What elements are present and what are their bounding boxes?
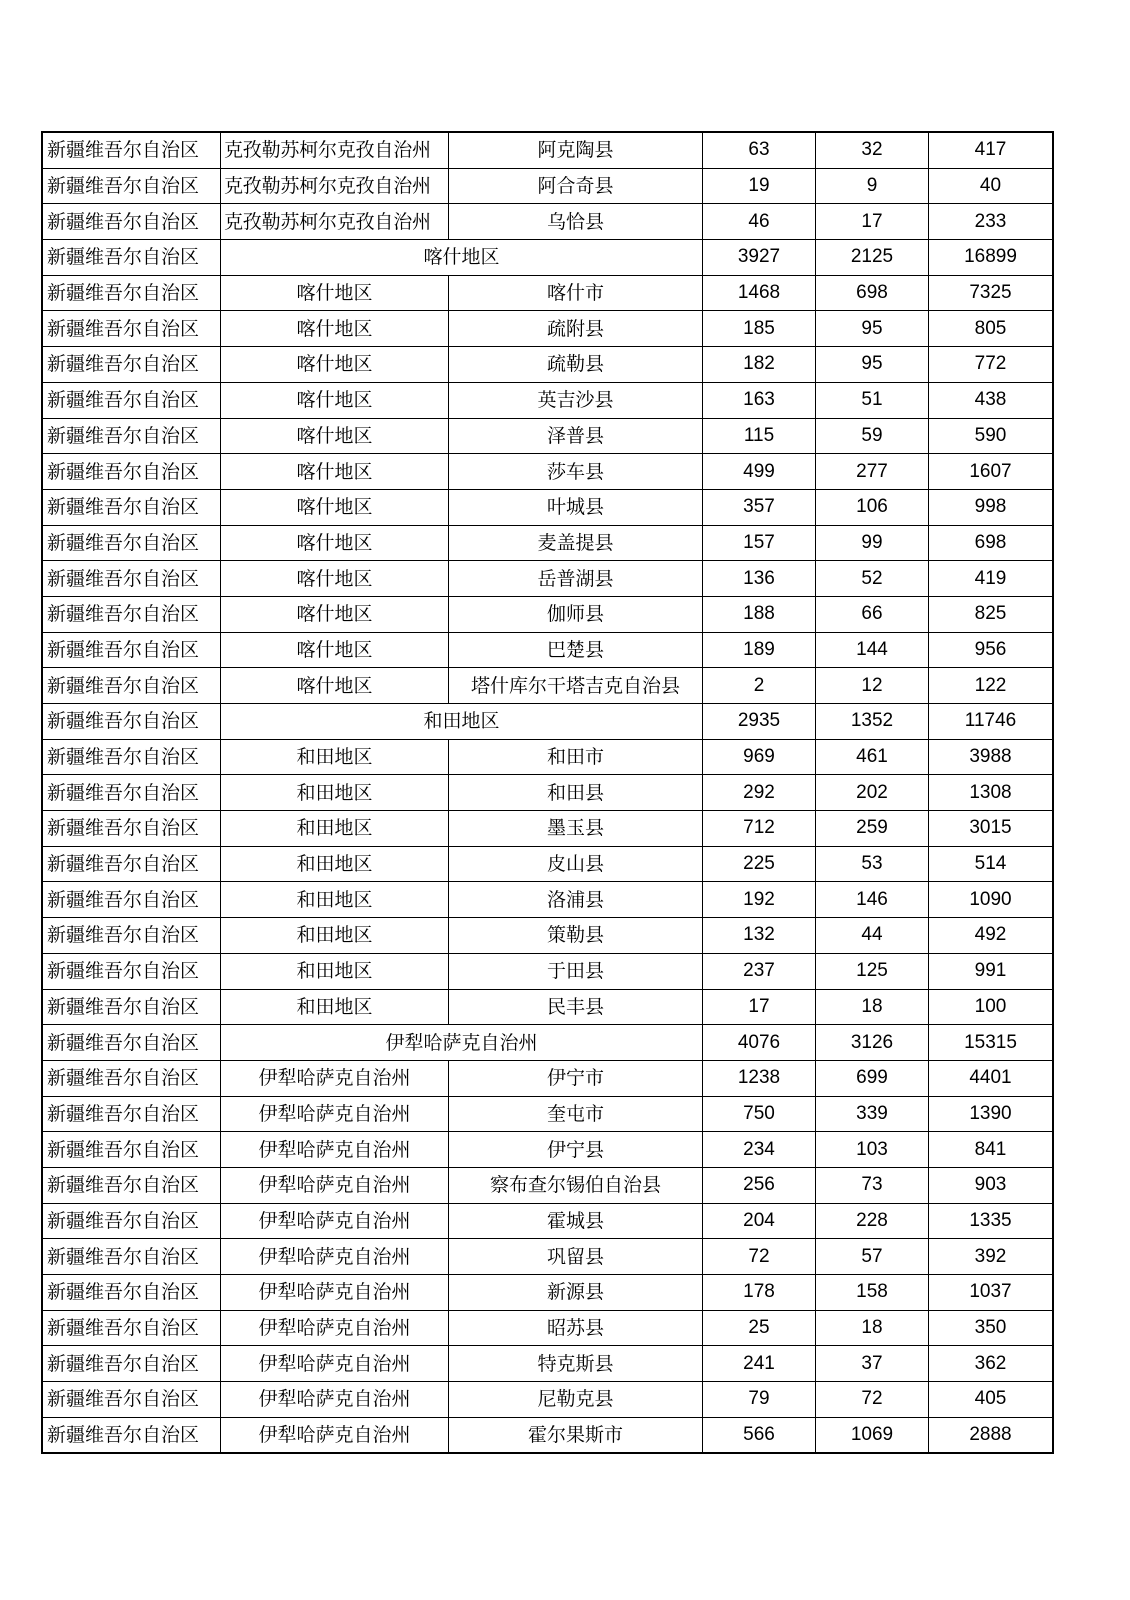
- value-1-cell: 17: [703, 989, 816, 1025]
- county-cell: 伊宁市: [449, 1060, 703, 1096]
- value-1-cell: 750: [703, 1096, 816, 1132]
- value-1-cell: 4076: [703, 1025, 816, 1061]
- value-2-cell: 3126: [816, 1025, 929, 1061]
- county-cell: 特克斯县: [449, 1346, 703, 1382]
- county-cell: 墨玉县: [449, 811, 703, 847]
- table-row-subtotal: [42, 240, 1053, 276]
- value-3-cell: 3015: [929, 811, 1054, 847]
- table-row-subtotal: [42, 704, 1053, 740]
- table-row: [42, 382, 1053, 418]
- province-cell: 新疆维吾尔自治区: [42, 1025, 221, 1061]
- value-3-cell: 16899: [929, 240, 1054, 276]
- region-subtotal-cell: 和田地区: [221, 704, 703, 740]
- province-cell: 新疆维吾尔自治区: [42, 775, 221, 811]
- value-3-cell: 841: [929, 1132, 1054, 1168]
- table-row: [42, 418, 1053, 454]
- value-2-cell: 1069: [816, 1417, 929, 1453]
- value-1-cell: 185: [703, 311, 816, 347]
- value-2-cell: 202: [816, 775, 929, 811]
- value-2-cell: 461: [816, 739, 929, 775]
- prefecture-cell: 和田地区: [221, 775, 449, 811]
- value-2-cell: 158: [816, 1275, 929, 1311]
- province-cell: 新疆维吾尔自治区: [42, 1346, 221, 1382]
- value-2-cell: 18: [816, 989, 929, 1025]
- prefecture-cell: 克孜勒苏柯尔克孜自治州: [221, 132, 449, 168]
- value-1-cell: 256: [703, 1167, 816, 1203]
- prefecture-cell: 喀什地区: [221, 489, 449, 525]
- prefecture-cell: 喀什地区: [221, 347, 449, 383]
- value-2-cell: 144: [816, 632, 929, 668]
- county-cell: 伽师县: [449, 596, 703, 632]
- value-3-cell: 492: [929, 918, 1054, 954]
- prefecture-cell: 和田地区: [221, 739, 449, 775]
- province-cell: 新疆维吾尔自治区: [42, 953, 221, 989]
- prefecture-cell: 和田地区: [221, 846, 449, 882]
- value-2-cell: 51: [816, 382, 929, 418]
- prefecture-cell: 和田地区: [221, 811, 449, 847]
- prefecture-cell: 喀什地区: [221, 525, 449, 561]
- value-2-cell: 72: [816, 1382, 929, 1418]
- value-3-cell: 1335: [929, 1203, 1054, 1239]
- table-row: [42, 1417, 1053, 1453]
- table-row: [42, 1167, 1053, 1203]
- county-cell: 阿合奇县: [449, 168, 703, 204]
- value-3-cell: 7325: [929, 275, 1054, 311]
- value-1-cell: 234: [703, 1132, 816, 1168]
- county-cell: 霍城县: [449, 1203, 703, 1239]
- province-cell: 新疆维吾尔自治区: [42, 1382, 221, 1418]
- prefecture-cell: 伊犁哈萨克自治州: [221, 1346, 449, 1382]
- table-row: [42, 168, 1053, 204]
- prefecture-cell: 伊犁哈萨克自治州: [221, 1096, 449, 1132]
- province-cell: 新疆维吾尔自治区: [42, 489, 221, 525]
- table-row: [42, 1239, 1053, 1275]
- county-cell: 塔什库尔干塔吉克自治县: [449, 668, 703, 704]
- value-1-cell: 712: [703, 811, 816, 847]
- county-cell: 霍尔果斯市: [449, 1417, 703, 1453]
- value-1-cell: 225: [703, 846, 816, 882]
- value-2-cell: 53: [816, 846, 929, 882]
- table-row: [42, 668, 1053, 704]
- region-subtotal-cell: 喀什地区: [221, 240, 703, 276]
- province-cell: 新疆维吾尔自治区: [42, 311, 221, 347]
- table-row: [42, 132, 1053, 168]
- province-cell: 新疆维吾尔自治区: [42, 525, 221, 561]
- province-cell: 新疆维吾尔自治区: [42, 454, 221, 490]
- data-table: [41, 131, 1054, 1454]
- table-row: [42, 596, 1053, 632]
- value-2-cell: 17: [816, 204, 929, 240]
- county-cell: 于田县: [449, 953, 703, 989]
- province-cell: 新疆维吾尔自治区: [42, 418, 221, 454]
- county-cell: 乌恰县: [449, 204, 703, 240]
- county-cell: 民丰县: [449, 989, 703, 1025]
- value-1-cell: 969: [703, 739, 816, 775]
- value-3-cell: 392: [929, 1239, 1054, 1275]
- county-cell: 岳普湖县: [449, 561, 703, 597]
- value-3-cell: 233: [929, 204, 1054, 240]
- value-1-cell: 157: [703, 525, 816, 561]
- county-cell: 麦盖提县: [449, 525, 703, 561]
- province-cell: 新疆维吾尔自治区: [42, 1203, 221, 1239]
- province-cell: 新疆维吾尔自治区: [42, 168, 221, 204]
- value-1-cell: 163: [703, 382, 816, 418]
- value-3-cell: 438: [929, 382, 1054, 418]
- table-row: [42, 454, 1053, 490]
- county-cell: 察布查尔锡伯自治县: [449, 1167, 703, 1203]
- province-cell: 新疆维吾尔自治区: [42, 275, 221, 311]
- value-1-cell: 189: [703, 632, 816, 668]
- table-row: [42, 489, 1053, 525]
- table-row: [42, 1060, 1053, 1096]
- province-cell: 新疆维吾尔自治区: [42, 1417, 221, 1453]
- prefecture-cell: 伊犁哈萨克自治州: [221, 1060, 449, 1096]
- table-row: [42, 1132, 1053, 1168]
- province-cell: 新疆维吾尔自治区: [42, 382, 221, 418]
- table-row: [42, 311, 1053, 347]
- value-3-cell: 1037: [929, 1275, 1054, 1311]
- table-row: [42, 918, 1053, 954]
- value-1-cell: 566: [703, 1417, 816, 1453]
- value-3-cell: 991: [929, 953, 1054, 989]
- table-row: [42, 989, 1053, 1025]
- value-2-cell: 73: [816, 1167, 929, 1203]
- value-1-cell: 115: [703, 418, 816, 454]
- value-3-cell: 903: [929, 1167, 1054, 1203]
- prefecture-cell: 喀什地区: [221, 311, 449, 347]
- province-cell: 新疆维吾尔自治区: [42, 240, 221, 276]
- value-1-cell: 182: [703, 347, 816, 383]
- value-3-cell: 1090: [929, 882, 1054, 918]
- prefecture-cell: 喀什地区: [221, 418, 449, 454]
- county-cell: 昭苏县: [449, 1310, 703, 1346]
- prefecture-cell: 伊犁哈萨克自治州: [221, 1203, 449, 1239]
- province-cell: 新疆维吾尔自治区: [42, 1132, 221, 1168]
- county-cell: 巩留县: [449, 1239, 703, 1275]
- value-3-cell: 11746: [929, 704, 1054, 740]
- province-cell: 新疆维吾尔自治区: [42, 1275, 221, 1311]
- value-2-cell: 37: [816, 1346, 929, 1382]
- value-2-cell: 146: [816, 882, 929, 918]
- table-row: [42, 1346, 1053, 1382]
- province-cell: 新疆维吾尔自治区: [42, 1167, 221, 1203]
- table-row: [42, 347, 1053, 383]
- value-3-cell: 956: [929, 632, 1054, 668]
- value-2-cell: 339: [816, 1096, 929, 1132]
- province-cell: 新疆维吾尔自治区: [42, 811, 221, 847]
- table-row: [42, 811, 1053, 847]
- prefecture-cell: 喀什地区: [221, 632, 449, 668]
- value-3-cell: 350: [929, 1310, 1054, 1346]
- value-2-cell: 277: [816, 454, 929, 490]
- province-cell: 新疆维吾尔自治区: [42, 561, 221, 597]
- county-cell: 奎屯市: [449, 1096, 703, 1132]
- value-2-cell: 66: [816, 596, 929, 632]
- table-row: [42, 775, 1053, 811]
- value-1-cell: 1238: [703, 1060, 816, 1096]
- value-3-cell: 419: [929, 561, 1054, 597]
- province-cell: 新疆维吾尔自治区: [42, 704, 221, 740]
- province-cell: 新疆维吾尔自治区: [42, 846, 221, 882]
- province-cell: 新疆维吾尔自治区: [42, 1096, 221, 1132]
- value-2-cell: 2125: [816, 240, 929, 276]
- prefecture-cell: 和田地区: [221, 989, 449, 1025]
- value-2-cell: 12: [816, 668, 929, 704]
- value-1-cell: 1468: [703, 275, 816, 311]
- prefecture-cell: 和田地区: [221, 882, 449, 918]
- value-2-cell: 32: [816, 132, 929, 168]
- prefecture-cell: 伊犁哈萨克自治州: [221, 1275, 449, 1311]
- prefecture-cell: 伊犁哈萨克自治州: [221, 1167, 449, 1203]
- value-3-cell: 805: [929, 311, 1054, 347]
- county-cell: 疏勒县: [449, 347, 703, 383]
- prefecture-cell: 克孜勒苏柯尔克孜自治州: [221, 204, 449, 240]
- value-3-cell: 4401: [929, 1060, 1054, 1096]
- value-1-cell: 46: [703, 204, 816, 240]
- county-cell: 叶城县: [449, 489, 703, 525]
- county-cell: 疏附县: [449, 311, 703, 347]
- value-3-cell: 772: [929, 347, 1054, 383]
- value-3-cell: 3988: [929, 739, 1054, 775]
- province-cell: 新疆维吾尔自治区: [42, 668, 221, 704]
- province-cell: 新疆维吾尔自治区: [42, 918, 221, 954]
- value-1-cell: 357: [703, 489, 816, 525]
- value-3-cell: 514: [929, 846, 1054, 882]
- value-3-cell: 15315: [929, 1025, 1054, 1061]
- value-2-cell: 699: [816, 1060, 929, 1096]
- prefecture-cell: 喀什地区: [221, 382, 449, 418]
- prefecture-cell: 伊犁哈萨克自治州: [221, 1310, 449, 1346]
- county-cell: 巴楚县: [449, 632, 703, 668]
- table-row: [42, 204, 1053, 240]
- value-3-cell: 362: [929, 1346, 1054, 1382]
- table-row: [42, 525, 1053, 561]
- value-1-cell: 2: [703, 668, 816, 704]
- prefecture-cell: 和田地区: [221, 918, 449, 954]
- county-cell: 洛浦县: [449, 882, 703, 918]
- prefecture-cell: 喀什地区: [221, 275, 449, 311]
- value-3-cell: 1308: [929, 775, 1054, 811]
- county-cell: 尼勒克县: [449, 1382, 703, 1418]
- county-cell: 泽普县: [449, 418, 703, 454]
- value-2-cell: 59: [816, 418, 929, 454]
- value-1-cell: 192: [703, 882, 816, 918]
- value-2-cell: 18: [816, 1310, 929, 1346]
- value-3-cell: 1390: [929, 1096, 1054, 1132]
- prefecture-cell: 伊犁哈萨克自治州: [221, 1382, 449, 1418]
- value-1-cell: 292: [703, 775, 816, 811]
- prefecture-cell: 喀什地区: [221, 596, 449, 632]
- value-2-cell: 57: [816, 1239, 929, 1275]
- value-1-cell: 19: [703, 168, 816, 204]
- value-2-cell: 106: [816, 489, 929, 525]
- value-2-cell: 95: [816, 347, 929, 383]
- value-3-cell: 825: [929, 596, 1054, 632]
- prefecture-cell: 伊犁哈萨克自治州: [221, 1239, 449, 1275]
- region-subtotal-cell: 伊犁哈萨克自治州: [221, 1025, 703, 1061]
- prefecture-cell: 伊犁哈萨克自治州: [221, 1132, 449, 1168]
- table-row: [42, 953, 1053, 989]
- value-3-cell: 590: [929, 418, 1054, 454]
- county-cell: 喀什市: [449, 275, 703, 311]
- value-2-cell: 52: [816, 561, 929, 597]
- value-2-cell: 259: [816, 811, 929, 847]
- table-row: [42, 1310, 1053, 1346]
- province-cell: 新疆维吾尔自治区: [42, 1310, 221, 1346]
- county-cell: 阿克陶县: [449, 132, 703, 168]
- value-1-cell: 136: [703, 561, 816, 597]
- value-2-cell: 125: [816, 953, 929, 989]
- table-row: [42, 882, 1053, 918]
- table-row-subtotal: [42, 1025, 1053, 1061]
- value-2-cell: 44: [816, 918, 929, 954]
- province-cell: 新疆维吾尔自治区: [42, 739, 221, 775]
- value-1-cell: 2935: [703, 704, 816, 740]
- table-row: [42, 561, 1053, 597]
- county-cell: 策勒县: [449, 918, 703, 954]
- table-row: [42, 739, 1053, 775]
- value-3-cell: 998: [929, 489, 1054, 525]
- county-cell: 和田市: [449, 739, 703, 775]
- value-3-cell: 698: [929, 525, 1054, 561]
- province-cell: 新疆维吾尔自治区: [42, 989, 221, 1025]
- value-3-cell: 100: [929, 989, 1054, 1025]
- table-row: [42, 1382, 1053, 1418]
- value-1-cell: 72: [703, 1239, 816, 1275]
- prefecture-cell: 克孜勒苏柯尔克孜自治州: [221, 168, 449, 204]
- value-1-cell: 241: [703, 1346, 816, 1382]
- value-2-cell: 95: [816, 311, 929, 347]
- table-body: [42, 132, 1053, 1453]
- county-cell: 英吉沙县: [449, 382, 703, 418]
- value-3-cell: 2888: [929, 1417, 1054, 1453]
- value-1-cell: 79: [703, 1382, 816, 1418]
- county-cell: 伊宁县: [449, 1132, 703, 1168]
- province-cell: 新疆维吾尔自治区: [42, 1060, 221, 1096]
- value-2-cell: 9: [816, 168, 929, 204]
- value-2-cell: 698: [816, 275, 929, 311]
- province-cell: 新疆维吾尔自治区: [42, 596, 221, 632]
- province-cell: 新疆维吾尔自治区: [42, 204, 221, 240]
- value-1-cell: 3927: [703, 240, 816, 276]
- value-2-cell: 99: [816, 525, 929, 561]
- table-row: [42, 275, 1053, 311]
- county-cell: 皮山县: [449, 846, 703, 882]
- prefecture-cell: 喀什地区: [221, 668, 449, 704]
- table-row: [42, 632, 1053, 668]
- value-2-cell: 103: [816, 1132, 929, 1168]
- value-3-cell: 405: [929, 1382, 1054, 1418]
- value-1-cell: 204: [703, 1203, 816, 1239]
- value-1-cell: 499: [703, 454, 816, 490]
- prefecture-cell: 和田地区: [221, 953, 449, 989]
- county-cell: 莎车县: [449, 454, 703, 490]
- province-cell: 新疆维吾尔自治区: [42, 632, 221, 668]
- value-3-cell: 417: [929, 132, 1054, 168]
- province-cell: 新疆维吾尔自治区: [42, 132, 221, 168]
- prefecture-cell: 喀什地区: [221, 454, 449, 490]
- table-row: [42, 1096, 1053, 1132]
- table-row: [42, 1275, 1053, 1311]
- value-1-cell: 178: [703, 1275, 816, 1311]
- value-1-cell: 188: [703, 596, 816, 632]
- province-cell: 新疆维吾尔自治区: [42, 1239, 221, 1275]
- province-cell: 新疆维吾尔自治区: [42, 882, 221, 918]
- province-cell: 新疆维吾尔自治区: [42, 347, 221, 383]
- county-cell: 和田县: [449, 775, 703, 811]
- prefecture-cell: 伊犁哈萨克自治州: [221, 1417, 449, 1453]
- value-3-cell: 40: [929, 168, 1054, 204]
- county-cell: 新源县: [449, 1275, 703, 1311]
- prefecture-cell: 喀什地区: [221, 561, 449, 597]
- value-3-cell: 122: [929, 668, 1054, 704]
- value-1-cell: 237: [703, 953, 816, 989]
- value-2-cell: 228: [816, 1203, 929, 1239]
- value-1-cell: 132: [703, 918, 816, 954]
- value-1-cell: 25: [703, 1310, 816, 1346]
- value-1-cell: 63: [703, 132, 816, 168]
- value-3-cell: 1607: [929, 454, 1054, 490]
- value-2-cell: 1352: [816, 704, 929, 740]
- table-row: [42, 1203, 1053, 1239]
- table-row: [42, 846, 1053, 882]
